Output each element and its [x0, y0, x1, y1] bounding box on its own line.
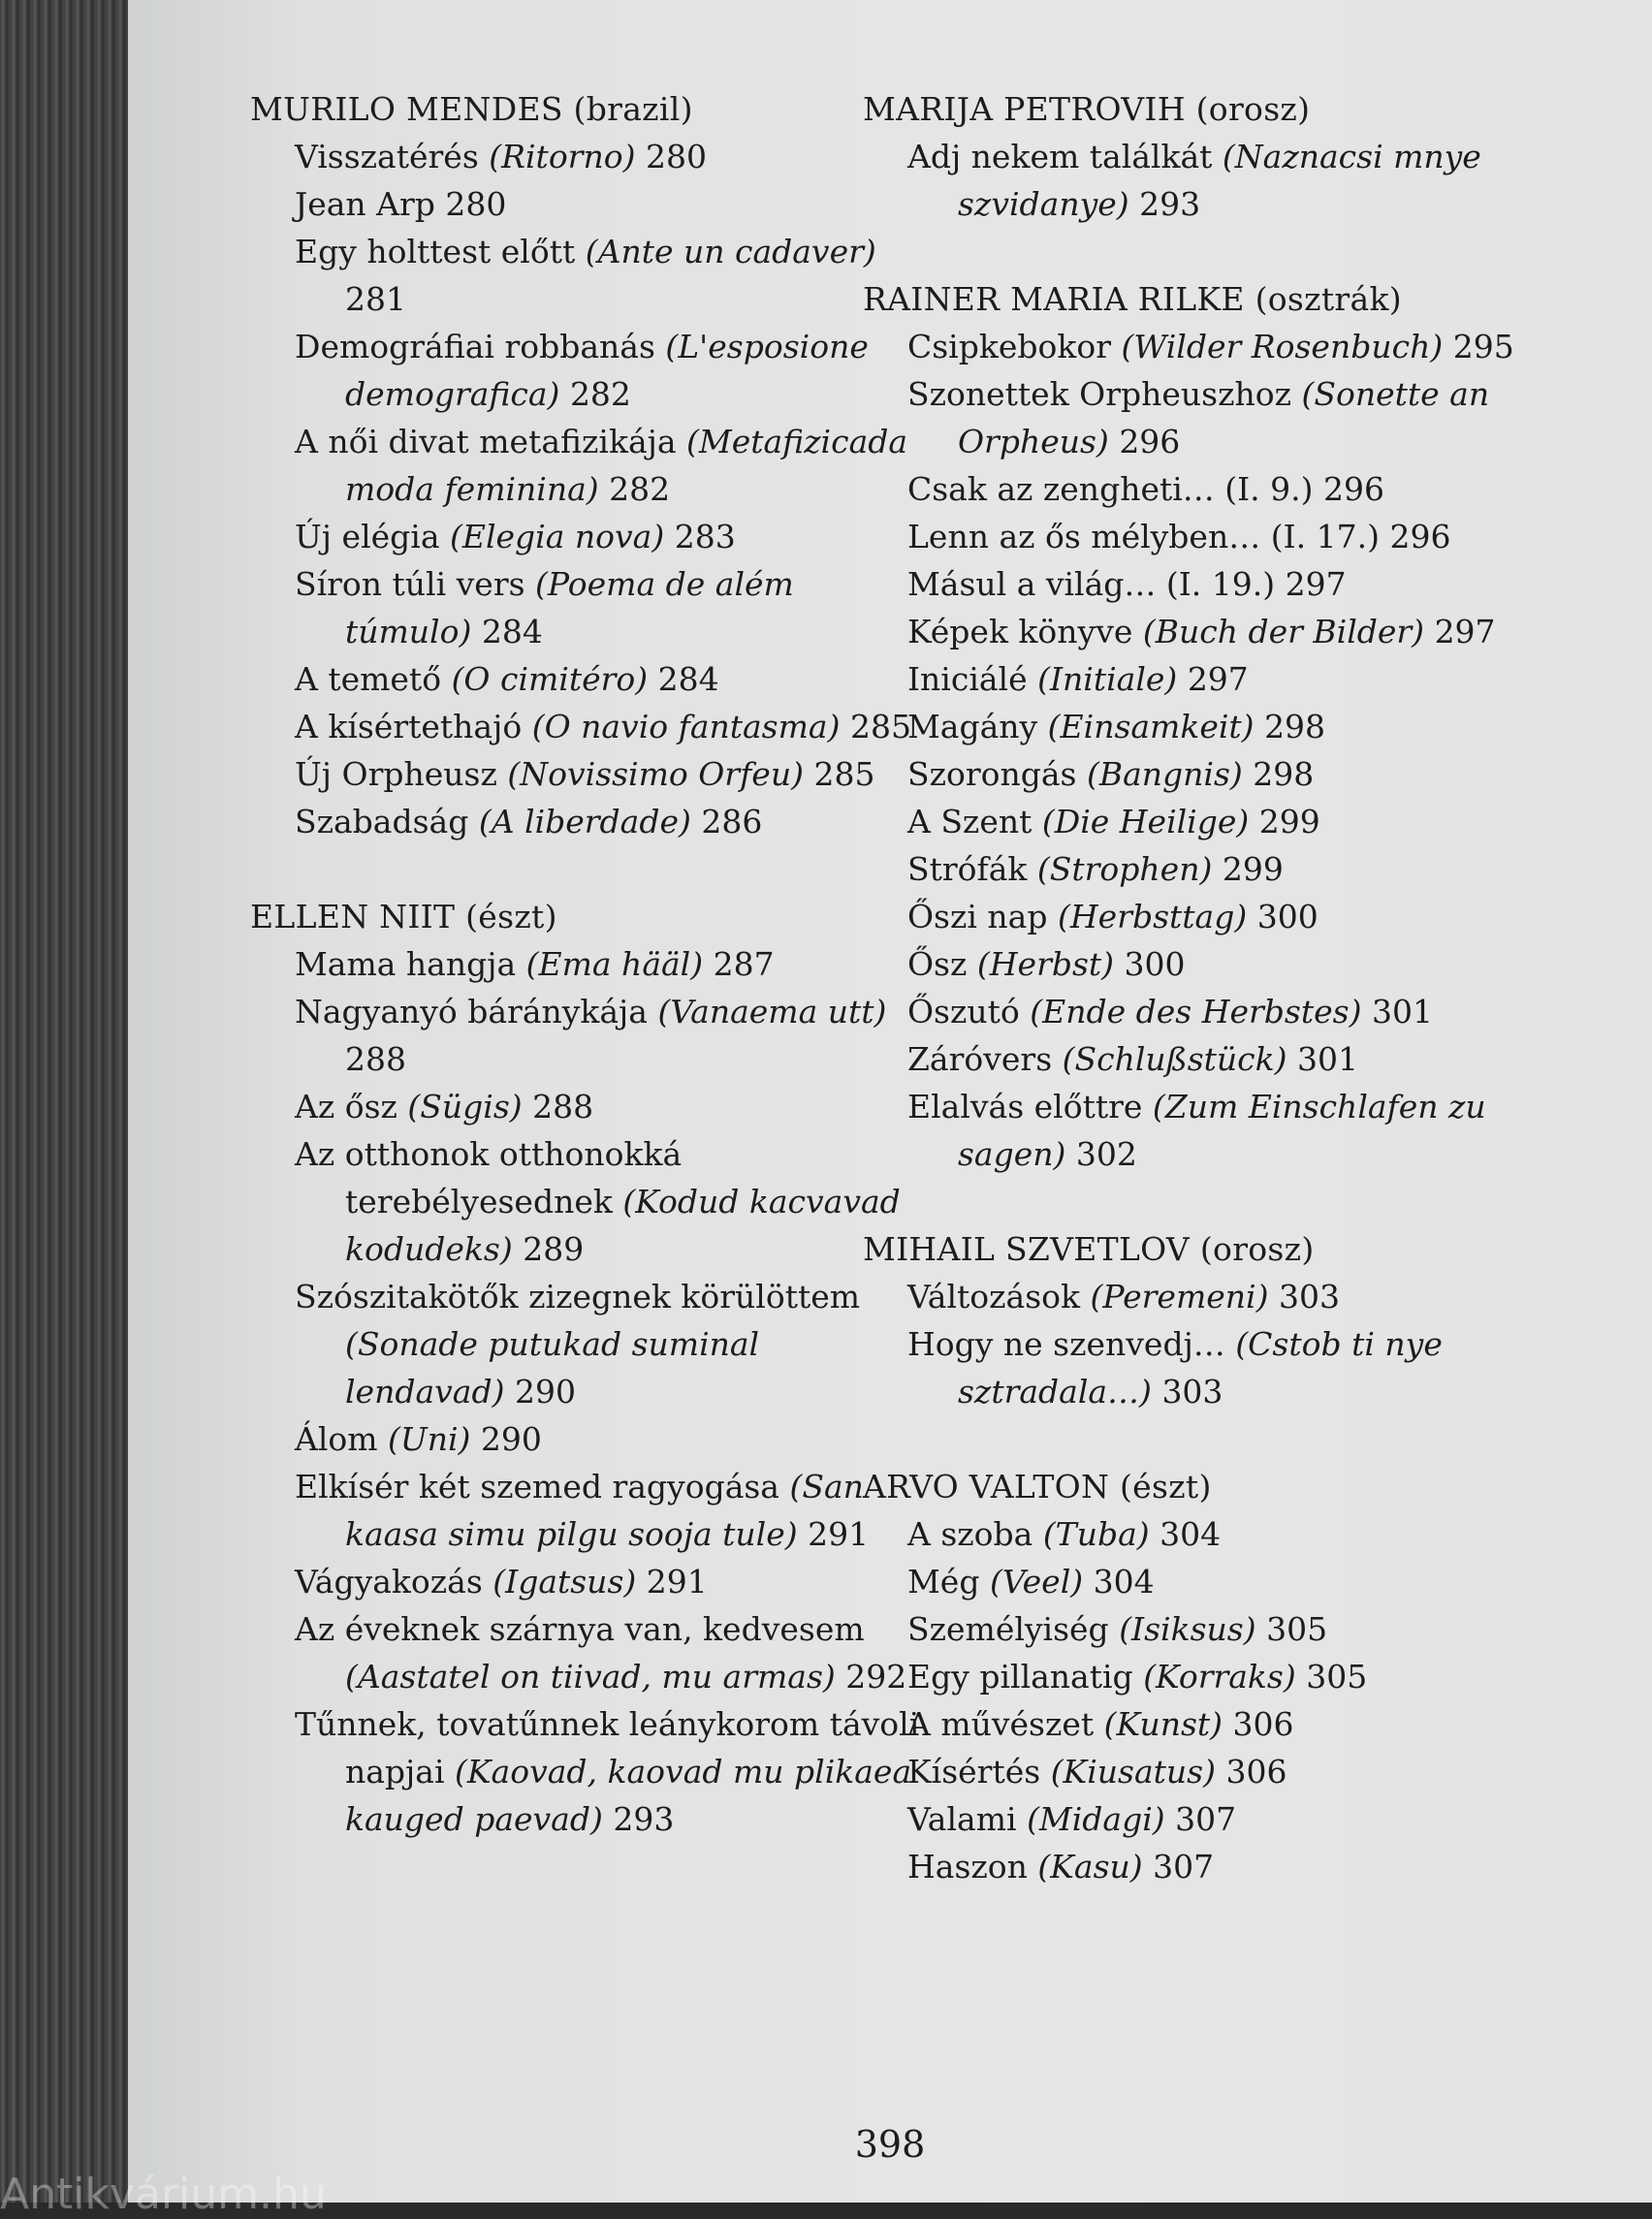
poem-entry: [863, 1795, 1561, 1843]
original-title: (Igatsus): [492, 1563, 637, 1601]
page-ref: 298: [1264, 708, 1326, 745]
poem-entry: [863, 1273, 1561, 1320]
original-title: (Einsamkeit): [1047, 708, 1255, 745]
page-ref: 296: [1389, 518, 1451, 555]
poem-title: Demográfiai robbanás: [295, 328, 655, 365]
original-title: (Schlußstück): [1062, 1040, 1287, 1078]
poem-title: Változások: [907, 1278, 1081, 1316]
author-section: [863, 1463, 1561, 1890]
index-column-right: [863, 85, 1561, 1938]
original-title: (Ante un cadaver): [585, 233, 876, 270]
poem-title: Haszon: [907, 1848, 1028, 1886]
poem-title: Kísértés: [907, 1753, 1041, 1791]
poem-entry: [863, 133, 1561, 228]
poem-title: Őszi nap: [907, 898, 1048, 935]
poem-title: Tűnnek, tovatűnnek leánykorom távoli napjai: [295, 1705, 920, 1791]
poem-entry: [250, 655, 929, 703]
poem-title: Az otthonok otthonokká terebélyesednek: [295, 1135, 683, 1220]
page-ref: 299: [1258, 803, 1320, 840]
poem-entry: [250, 180, 929, 228]
poem-entry: [250, 1083, 929, 1130]
page-ref: 296: [1119, 423, 1181, 460]
page-ref: 296: [1323, 470, 1385, 508]
poem-title: Visszatérés: [295, 138, 479, 175]
original-title: (Elegia nova): [450, 518, 665, 555]
page-ref: 289: [523, 1230, 585, 1268]
poem-entry: [250, 1415, 929, 1463]
poem-title: Álom: [295, 1420, 378, 1458]
original-title: (Isiksus): [1119, 1610, 1256, 1648]
poem-entry: [863, 1748, 1561, 1795]
poem-entry: [863, 560, 1561, 608]
poem-entry: [863, 323, 1561, 370]
page-ref: 291: [646, 1563, 708, 1601]
original-title: (O cimitéro): [451, 660, 649, 698]
poem-entry: [250, 1558, 929, 1605]
original-title: (Kodud kacvavad kodudeks): [345, 1183, 901, 1268]
poem-entry: [863, 1843, 1561, 1890]
page-ref: 286: [701, 803, 763, 840]
original-title: (Herbst): [976, 945, 1115, 983]
poem-entry: [863, 750, 1561, 798]
page-ref: 297: [1187, 660, 1249, 698]
original-title: (Ema hääl): [525, 945, 704, 983]
original-title: (San kaasa simu pilgu sooja tule): [345, 1468, 864, 1553]
author-section: [863, 85, 1561, 228]
poem-title: Egy holttest előtt: [295, 233, 576, 270]
poem-entry: [250, 418, 929, 513]
poem-entry: [863, 1700, 1561, 1748]
poem-title: Még: [907, 1563, 980, 1601]
page-ref: 281: [345, 280, 406, 318]
poem-title: Iniciálé: [907, 660, 1028, 698]
poem-title: Új Orpheusz: [295, 755, 497, 793]
poem-entry: [863, 655, 1561, 703]
poem-entry: [863, 940, 1561, 988]
original-title: (Ritorno): [489, 138, 636, 175]
page-ref: 284: [657, 660, 719, 698]
poem-entry: [250, 228, 929, 323]
author-heading: RAINER MARIA RILKE (osztrák): [863, 280, 1402, 318]
page-ref: 301: [1297, 1040, 1359, 1078]
poem-entry: [863, 1558, 1561, 1605]
poem-title: Képek könyve: [907, 613, 1133, 650]
original-title: (Bangnis): [1087, 755, 1243, 793]
original-title: (Novissimo Orfeu): [507, 755, 804, 793]
page-ref: 300: [1124, 945, 1186, 983]
poem-title: Egy pillanatig: [907, 1658, 1133, 1696]
page-ref: 284: [481, 613, 543, 650]
poem-entry: [863, 370, 1561, 465]
poem-title: Ősz: [907, 945, 968, 983]
author-heading: MARIJA PETROVIH (orosz): [863, 90, 1311, 128]
page-ref: 291: [808, 1515, 870, 1553]
poem-title: Csipkebokor: [907, 328, 1112, 365]
poem-title: Szabadság: [295, 803, 469, 840]
original-title: (Aastatel on tiivad, mu armas): [345, 1658, 836, 1696]
page-ref: 282: [609, 470, 671, 508]
poem-title: A Szent: [907, 803, 1032, 840]
page-ref: 307: [1153, 1848, 1215, 1886]
author-heading: MIHAIL SZVETLOV (orosz): [863, 1230, 1315, 1268]
poem-title: Síron túli vers: [295, 565, 525, 603]
page-ref: 302: [1075, 1135, 1137, 1173]
poem-entry: [863, 1083, 1561, 1178]
poem-entry: [250, 1463, 929, 1558]
poem-title: A művészet: [907, 1705, 1095, 1743]
page-ref: 285: [813, 755, 875, 793]
poem-title: Mama hangja: [295, 945, 517, 983]
poem-entry: [863, 1653, 1561, 1700]
poem-entry: [863, 1605, 1561, 1653]
page-ref: 299: [1222, 850, 1284, 888]
page-ref: 280: [645, 138, 707, 175]
page-ref: 295: [1452, 328, 1514, 365]
index-column-left: [250, 85, 929, 1890]
original-title: (Kiusatus): [1050, 1753, 1216, 1791]
poem-entry: [863, 845, 1561, 893]
poem-title: Másul a világ… (I. 19.): [907, 565, 1276, 603]
original-title: (Initiale): [1037, 660, 1178, 698]
original-title: (Sonette an Orpheus): [958, 375, 1490, 460]
poem-entry: [250, 133, 929, 180]
poem-entry: [250, 1700, 929, 1843]
page-ref: 305: [1266, 1610, 1328, 1648]
original-title: (Cstob ti nye sztradala…): [958, 1325, 1443, 1411]
page-ref: 300: [1256, 898, 1318, 935]
original-title: (Sonade putukad suminal lendavad): [345, 1325, 760, 1411]
page-ref: 288: [532, 1088, 594, 1125]
page-ref: 285: [849, 708, 911, 745]
poem-title: Nagyanyó báránykája: [295, 993, 648, 1030]
poem-entry: [863, 1320, 1561, 1415]
original-title: (Buch der Bilder): [1142, 613, 1425, 650]
author-heading: ARVO VALTON (észt): [863, 1468, 1212, 1506]
author-section: [863, 275, 1561, 1178]
original-title: (O navio fantasma): [531, 708, 841, 745]
page-ref: 290: [514, 1373, 576, 1411]
page-ref: 305: [1306, 1658, 1368, 1696]
page-ref: 307: [1175, 1800, 1237, 1838]
original-title: (Naznacsi mnye szvidanye): [958, 138, 1481, 223]
original-title: (Tuba): [1042, 1515, 1150, 1553]
poem-entry: [863, 513, 1561, 560]
poem-title: A temető: [295, 660, 442, 698]
original-title: (Veel): [989, 1563, 1084, 1601]
poem-title: A női divat metafizikája: [295, 423, 677, 460]
original-title: (Kunst): [1103, 1705, 1223, 1743]
poem-entry: [863, 1510, 1561, 1558]
page-ref: 287: [713, 945, 775, 983]
poem-entry: [250, 1273, 929, 1415]
page-ref: 304: [1093, 1563, 1155, 1601]
original-title: (Midagi): [1027, 1800, 1165, 1838]
poem-entry: [250, 798, 929, 845]
poem-title: A szoba: [907, 1515, 1033, 1553]
poem-title: Vágyakozás: [295, 1563, 483, 1601]
page-ref: 292: [845, 1658, 907, 1696]
original-title: (Strophen): [1036, 850, 1213, 888]
original-title: (Peremeni): [1090, 1278, 1269, 1316]
page-ref: 304: [1160, 1515, 1222, 1553]
page-ref: 301: [1371, 993, 1433, 1030]
poem-title: Az ősz: [295, 1088, 397, 1125]
poem-title: Adj nekem találkát: [907, 138, 1213, 175]
poem-entry: [863, 1035, 1561, 1083]
page-ref: 303: [1161, 1373, 1223, 1411]
page-ref: 306: [1232, 1705, 1294, 1743]
original-title: (Ende des Herbstes): [1030, 993, 1362, 1030]
poem-title: Lenn az ős mélyben… (I. 17.): [907, 518, 1380, 555]
page-ref: 282: [569, 375, 631, 413]
author-heading: MURILO MENDES (brazil): [250, 90, 693, 128]
page-ref: 293: [613, 1800, 675, 1838]
author-section: [863, 1225, 1561, 1415]
poem-entry: [250, 988, 929, 1083]
page-ref: 290: [480, 1420, 542, 1458]
page-ref: 280: [445, 185, 507, 223]
original-title: (L'esposione demografica): [345, 328, 869, 413]
poem-entry: [250, 1130, 929, 1273]
poem-title: Új elégia: [295, 518, 440, 555]
page-ref: 283: [674, 518, 736, 555]
original-title: (Metafizicada moda feminina): [345, 423, 908, 508]
watermark: Antikvárium.hu: [0, 2170, 327, 2219]
poem-title: Valami: [907, 1800, 1017, 1838]
original-title: (Kasu): [1037, 1848, 1143, 1886]
poem-entry: [863, 703, 1561, 750]
poem-entry: [250, 703, 929, 750]
poem-entry: [250, 323, 929, 418]
original-title: (Sügis): [407, 1088, 523, 1125]
poem-title: Hogy ne szenvedj…: [907, 1325, 1225, 1363]
original-title: (Poema de além túmulo): [345, 565, 794, 650]
original-title: (A liberdade): [478, 803, 691, 840]
poem-entry: [863, 988, 1561, 1035]
poem-entry: [863, 465, 1561, 513]
author-section: [250, 893, 929, 1843]
poem-entry: [250, 1605, 929, 1700]
poem-title: Az éveknek szárnya van, kedvesem: [295, 1610, 865, 1648]
page-ref: 303: [1278, 1278, 1340, 1316]
poem-entry: [250, 940, 929, 988]
author-section: [250, 85, 929, 845]
original-title: (Zum Einschlafen zu sagen): [958, 1088, 1486, 1173]
page-ref: 293: [1139, 185, 1201, 223]
poem-entry: [863, 893, 1561, 940]
original-title: (Herbsttag): [1057, 898, 1248, 935]
poem-title: Szószitakötők zizegnek körülöttem: [295, 1278, 861, 1316]
original-title: (Wilder Rosenbuch): [1121, 328, 1444, 365]
poem-title: A kísértethajó: [295, 708, 523, 745]
poem-title: Strófák: [907, 850, 1028, 888]
page-ref: 306: [1225, 1753, 1287, 1791]
poem-entry: [250, 560, 929, 655]
poem-entry: [863, 798, 1561, 845]
poem-entry: [250, 513, 929, 560]
page-ref: 297: [1285, 565, 1347, 603]
poem-title: Záróvers: [907, 1040, 1053, 1078]
poem-title: Csak az zengheti… (I. 9.): [907, 470, 1314, 508]
original-title: (Korraks): [1143, 1658, 1296, 1696]
poem-title: Magány: [907, 708, 1038, 745]
page-ref: 297: [1434, 613, 1496, 650]
poem-title: Szonettek Orpheuszhoz: [907, 375, 1291, 413]
original-title: (Die Heilige): [1041, 803, 1250, 840]
original-title: (Kaovad, kaovad mu plikaea kauged paevad): [345, 1753, 912, 1838]
poem-title: Elalvás előttre: [907, 1088, 1143, 1125]
poem-title: Elkísér két szemed ragyogása: [295, 1468, 779, 1506]
page-number: 398: [854, 2123, 926, 2166]
original-title: (Vanaema utt): [657, 993, 887, 1030]
poem-entry: [250, 750, 929, 798]
original-title: (Uni): [388, 1420, 471, 1458]
poem-title: Őszutó: [907, 993, 1020, 1030]
poem-entry: [863, 608, 1561, 655]
poem-title: Szorongás: [907, 755, 1077, 793]
page-ref: 298: [1253, 755, 1315, 793]
page-ref: 288: [345, 1040, 406, 1078]
poem-title: Jean Arp: [295, 185, 435, 223]
book-spine-edge: [0, 0, 128, 2203]
poem-title: Személyiség: [907, 1610, 1109, 1648]
author-heading: ELLEN NIIT (észt): [250, 898, 557, 935]
